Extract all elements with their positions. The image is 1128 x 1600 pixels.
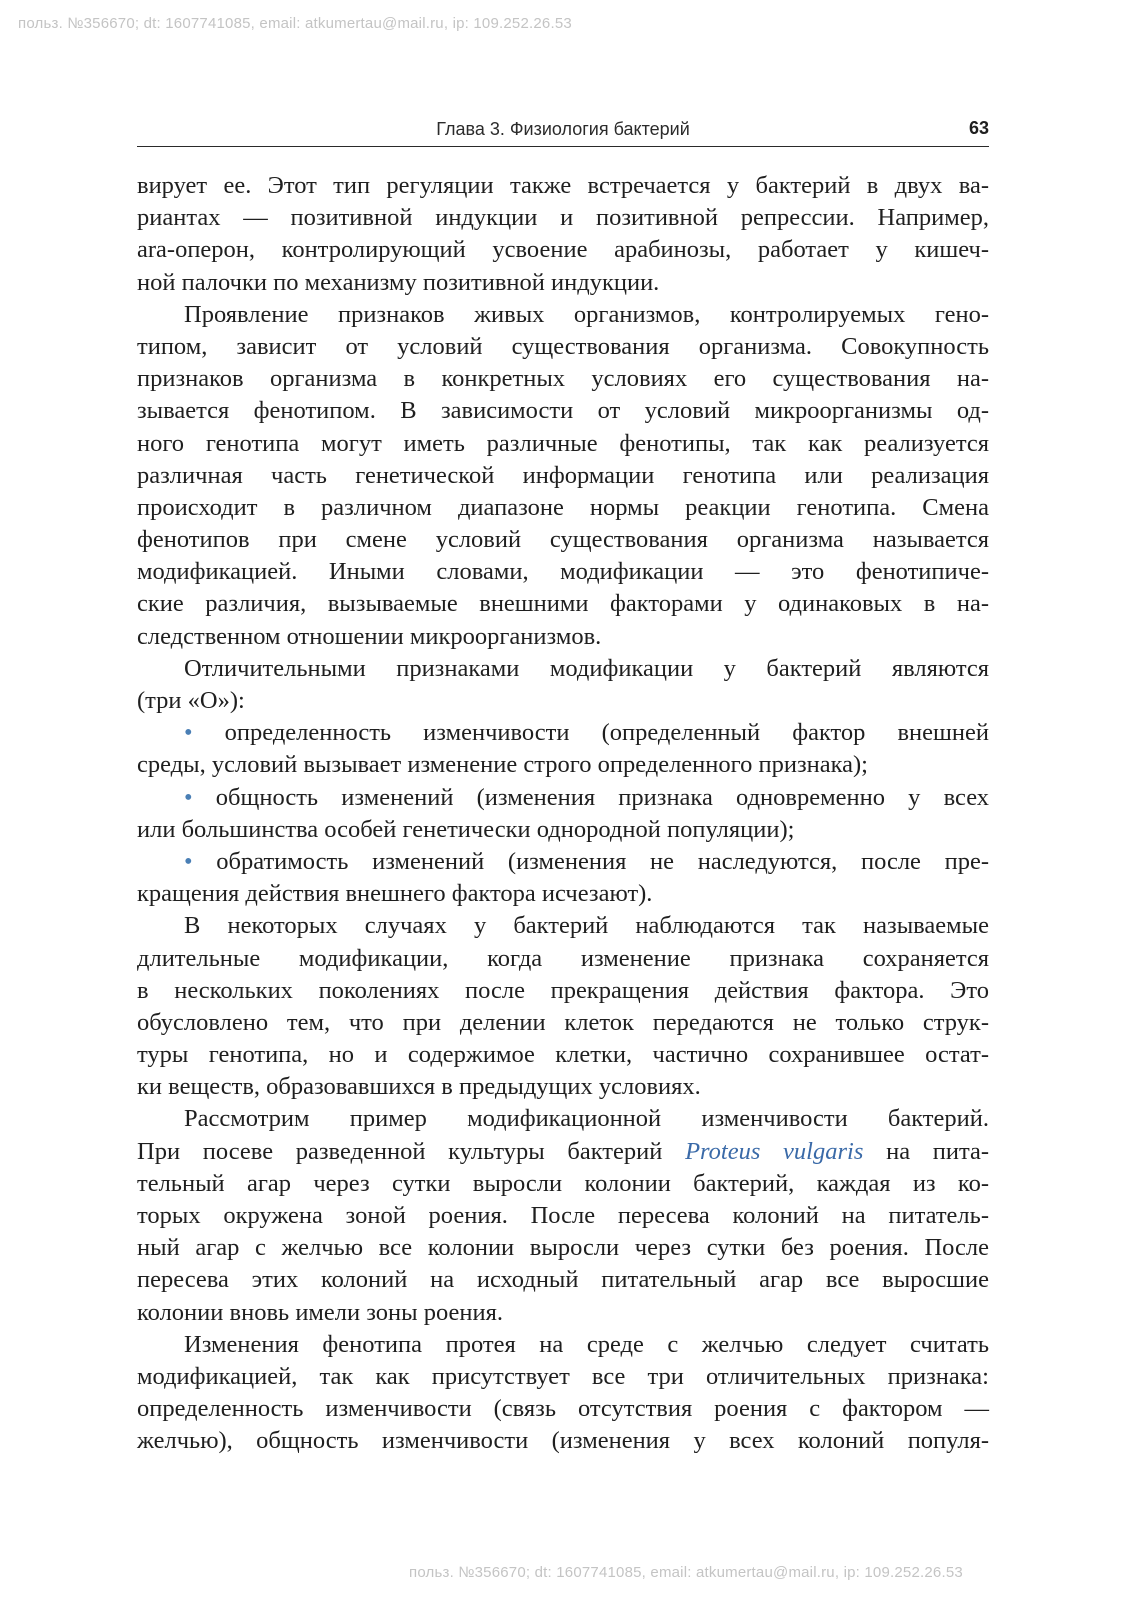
text-line: Изменения фенотипа протея на среде с желчью следует считать bbox=[184, 1330, 989, 1358]
species-name: Proteus vulgaris bbox=[685, 1137, 864, 1165]
bullet-icon: • bbox=[184, 783, 193, 811]
text-line: Отличительными признаками модификации у бактерий являются bbox=[184, 654, 989, 682]
text-line: признаков организма в конкретных условиях его существования на- bbox=[137, 365, 989, 393]
list-item-text: общность изменений (изменения признака одновременно у всех bbox=[215, 783, 989, 811]
text-line: В некоторых случаях у бактерий наблюдаются так называемые bbox=[184, 912, 989, 940]
text-line: в нескольких поколениях после прекращения действия фактора. Это bbox=[137, 976, 989, 1004]
text-line: типом, зависит от условий существования организма. Совокупность bbox=[137, 332, 989, 360]
text-line: ские различия, вызываемые внешними факторами у одинаковых в на- bbox=[137, 590, 989, 618]
text-fragment: При посеве разведенной культуры бактерий bbox=[137, 1137, 663, 1165]
body-text bbox=[137, 170, 989, 1458]
text-line: желчью), общность изменчивости (изменения у всех колоний популя- bbox=[137, 1427, 989, 1455]
list-item bbox=[137, 846, 989, 878]
bullet-icon: • bbox=[184, 847, 193, 875]
list-item-continuation: кращения действия внешнего фактора исчезают). bbox=[137, 880, 653, 908]
text-line: тельный агар через сутки выросли колонии бактерий, каждая из ко- bbox=[137, 1169, 989, 1197]
text-line: происходит в различном диапазоне нормы реакции генотипа. Смена bbox=[137, 493, 989, 521]
watermark-bottom: польз. №356670; dt: 1607741085, email: atkumertau@mail.ru, ip: 109.252.26.53 bbox=[409, 1564, 963, 1581]
text-line: вирует ее. Этот тип регуляции также встречается у бактерий в двух ва- bbox=[137, 172, 989, 199]
text-line: туры генотипа, но и содержимое клетки, частично сохранившее остат- bbox=[137, 1041, 989, 1069]
text-line: (три «О»): bbox=[137, 687, 245, 714]
text-line: колонии вновь имели зоны роения. bbox=[137, 1298, 504, 1326]
text-line: различная часть генетической информации генотипа или реализация bbox=[137, 461, 989, 489]
text-line: Рассмотрим пример модификационной изменчивости бактерий. bbox=[184, 1105, 989, 1133]
text-line: определенность изменчивости (связь отсутствия роения с фактором — bbox=[137, 1395, 989, 1423]
text-line: модификацией, так как присутствует все три отличительных признака: bbox=[137, 1362, 989, 1390]
text-line: торых окружена зоной роения. После пересева колоний на питатель- bbox=[137, 1202, 989, 1229]
text-line bbox=[137, 1136, 989, 1168]
text-line: зывается фенотипом. В зависимости от условий микроорганизмы од- bbox=[137, 397, 989, 425]
text-line: ной палочки по механизму позитивной индукции. bbox=[137, 268, 660, 296]
text-line: ный агар с желчью все колонии выросли через сутки без роения. После bbox=[137, 1234, 989, 1262]
list-item-text: обратимость изменений (изменения не наследуются, после пре- bbox=[216, 847, 990, 875]
text-line: Проявление признаков живых организмов, контролируемых гено- bbox=[184, 300, 989, 328]
text-line: ки веществ, образовавшихся в предыдущих условиях. bbox=[137, 1073, 701, 1101]
text-line: ara-оперон, контролирующий усвоение арабинозы, работает у кишеч- bbox=[137, 236, 989, 264]
bullet-icon: • bbox=[184, 719, 193, 747]
list-item-continuation: среды, условий вызывает изменение строго определенного признака); bbox=[137, 751, 868, 779]
text-line: пересева этих колоний на исходный питательный агар все выросшие bbox=[137, 1266, 989, 1294]
chapter-title: Глава 3. Физиология бактерий bbox=[436, 119, 690, 139]
running-head bbox=[137, 116, 989, 147]
text-line: длительные модификации, когда изменение признака сохраняется bbox=[137, 944, 989, 972]
text-line: ного генотипа могут иметь различные фенотипы, так как реализуется bbox=[137, 429, 989, 457]
text-line: следственном отношении микроорганизмов. bbox=[137, 622, 602, 650]
text-line: фенотипов при смене условий существования организма называется bbox=[137, 526, 989, 554]
text-fragment: на пита- bbox=[886, 1137, 990, 1165]
watermark-top: польз. №356670; dt: 1607741085, email: atkumertau@mail.ru, ip: 109.252.26.53 bbox=[18, 15, 572, 32]
list-item-continuation: или большинства особей генетически однородной популяции); bbox=[137, 815, 795, 843]
list-item-text: определенность изменчивости (определенный фактор внешней bbox=[224, 719, 989, 747]
list-item bbox=[137, 717, 989, 749]
text-line: обусловлено тем, что при делении клеток передаются не только струк- bbox=[137, 1008, 989, 1036]
list-item bbox=[137, 782, 989, 814]
page-number: 63 bbox=[968, 118, 989, 138]
text-line: риантах — позитивной индукции и позитивной репрессии. Например, bbox=[137, 204, 989, 232]
text-line: модификацией. Иными словами, модификации — это фенотипиче- bbox=[137, 558, 989, 586]
